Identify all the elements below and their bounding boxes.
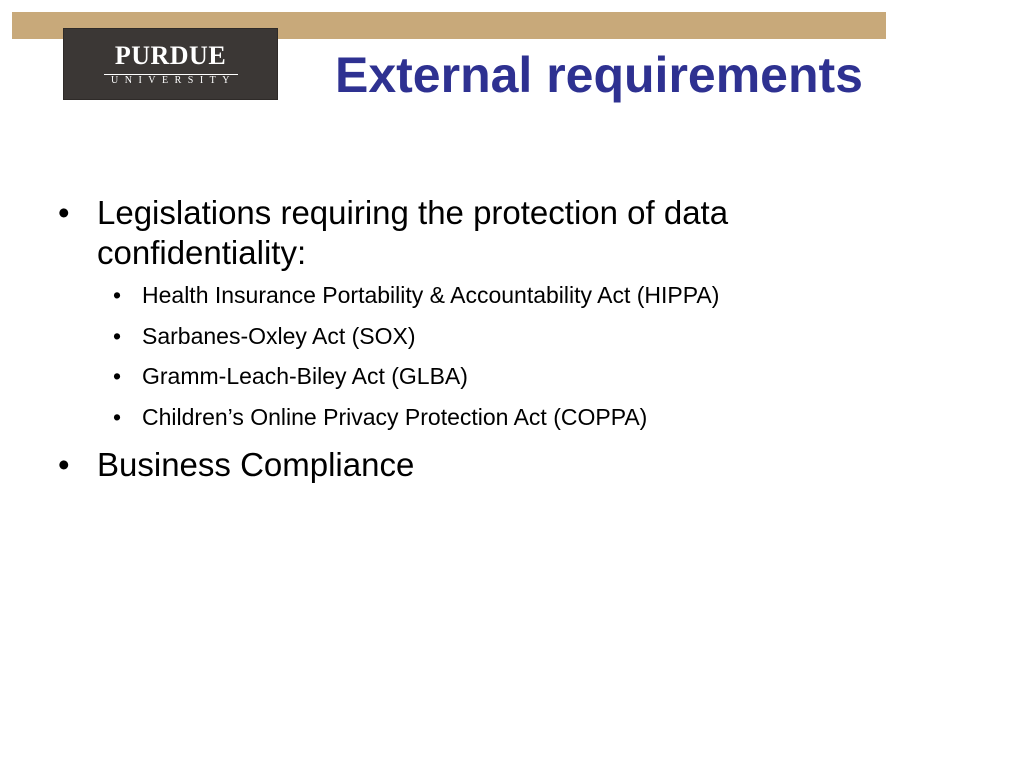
- list-item: [58, 404, 888, 432]
- list-item: [58, 282, 888, 310]
- sub-bullet-dot: •: [113, 363, 122, 390]
- bullet-dot: •: [58, 445, 70, 483]
- slide-title: External requirements: [335, 47, 863, 103]
- bullet-dot: •: [58, 194, 70, 231]
- purdue-logo: [63, 28, 278, 100]
- bullet-business-compliance: [58, 445, 888, 485]
- bullet-text: Business Compliance: [97, 445, 415, 483]
- list-item-text: Children’s Online Privacy Protection Act (COPPA): [142, 403, 648, 430]
- sub-bullet-dot: •: [113, 282, 122, 309]
- sub-bullet-dot: •: [113, 322, 122, 349]
- slide-content: [58, 193, 888, 494]
- list-item: [58, 323, 888, 351]
- list-item-text: Sarbanes-Oxley Act (SOX): [142, 322, 416, 349]
- sub-bullet-dot: •: [113, 403, 122, 430]
- list-item-text: Gramm-Leach-Biley Act (GLBA): [142, 363, 468, 390]
- list-item-text: Health Insurance Portability & Accountability Act (HIPPA): [142, 282, 720, 309]
- list-item: [58, 363, 888, 391]
- bullet-text: Legislations requiring the protection of data confidentiality:: [97, 194, 729, 271]
- legislation-list: [58, 282, 888, 431]
- logo-name: PURDUE: [114, 41, 227, 70]
- bullet-legislations: [58, 193, 888, 272]
- logo-subtitle: UNIVERSITY: [111, 75, 236, 86]
